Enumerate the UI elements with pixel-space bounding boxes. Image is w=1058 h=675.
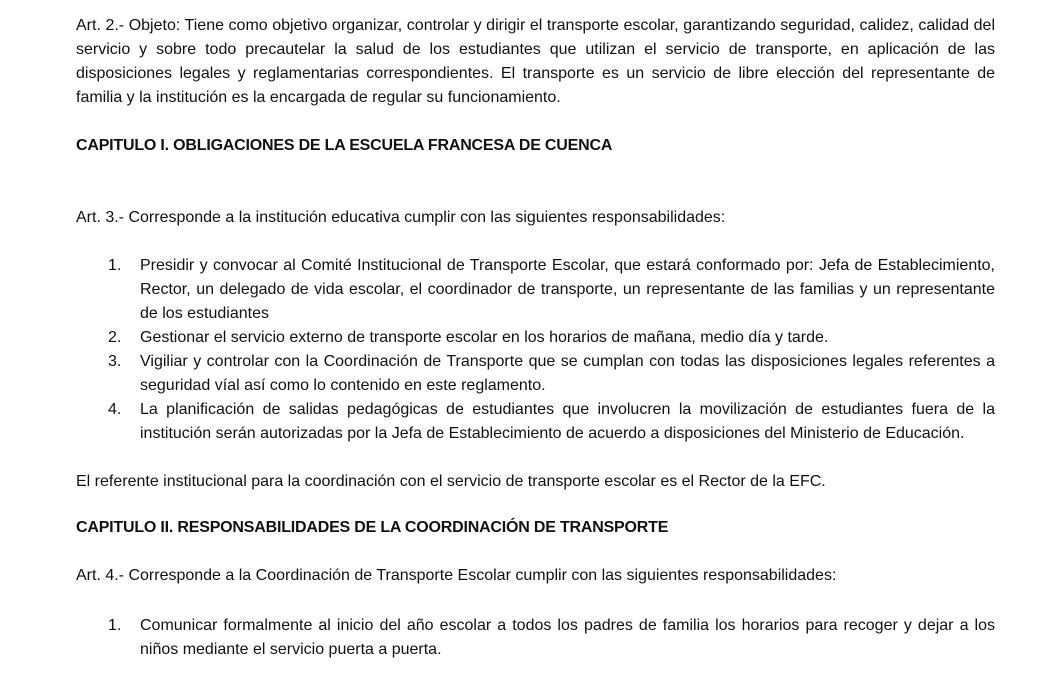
article-4-list — [76, 614, 995, 662]
chapter-1-heading: CAPITULO I. OBLIGACIONES DE LA ESCUELA FRANCESA DE CUENCA — [76, 137, 613, 154]
chapter-2-heading: CAPITULO II. RESPONSABILIDADES DE LA COORDINACIÓN DE TRANSPORTE — [76, 519, 669, 536]
article-4-intro: Art. 4.- Corresponde a la Coordinación de Transporte Escolar cumplir con las siguientes responsabilidades: — [76, 567, 837, 584]
list-item-text: La planificación de salidas pedagógicas de estudiantes que involucren la movilización de estudiantes fuera de la institución serán autorizadas por la Jefa de Establecimiento de acuerdo a disposiciones del Ministerio de Educación. — [140, 401, 995, 442]
list-item-text: Vigiliar y controlar con la Coordinación de Transporte que se cumplan con todas las disposiciones legales referentes a seguridad víal así como lo contenido en este reglamento. — [140, 353, 995, 394]
article-3-list — [76, 254, 995, 446]
article-3-intro: Art. 3.- Corresponde a la institución educativa cumplir con las siguientes responsabilidades: — [76, 209, 726, 226]
list-item-text: Gestionar el servicio externo de transporte escolar en los horarios de mañana, medio día y tarde. — [140, 329, 829, 346]
list-item — [76, 398, 995, 446]
list-item — [76, 350, 995, 398]
list-item-number: 4. — [108, 401, 122, 418]
list-item — [76, 614, 995, 662]
institutional-referent-paragraph: El referente institucional para la coordinación con el servicio de transporte escolar es el Rector de la EFC. — [76, 473, 826, 490]
document-page — [76, 14, 995, 662]
list-item-text: Comunicar formalmente al inicio del año escolar a todos los padres de familia los horarios para recoger y dejar a los niños mediante el servicio puerta a puerta. — [140, 617, 995, 658]
list-item-number: 1. — [108, 617, 122, 634]
list-item — [76, 254, 995, 326]
article-2-paragraph: Art. 2.- Objeto: Tiene como objetivo organizar, controlar y dirigir el transporte escolar, garantizando seguridad, calidez, calidad del servicio y sobre todo precautelar la salud de los estudiantes que utilizan el servicio de transporte, en aplicación de las disposiciones legales y reglamentarias correspondientes. El transporte es un servicio de libre elección del representante de familia y la institución es la encargada de regular su funcionamiento. — [76, 17, 995, 106]
list-item — [76, 326, 995, 350]
list-item-text: Presidir y convocar al Comité Institucional de Transporte Escolar, que estará conformado por: Jefa de Establecimiento, Rector, un delegado de vida escolar, el coordinador de transporte, un representante de las familias y un representante de los estudiantes — [140, 257, 995, 322]
list-item-number: 1. — [108, 257, 122, 274]
list-item-number: 2. — [108, 329, 122, 346]
list-item-number: 3. — [108, 353, 122, 370]
